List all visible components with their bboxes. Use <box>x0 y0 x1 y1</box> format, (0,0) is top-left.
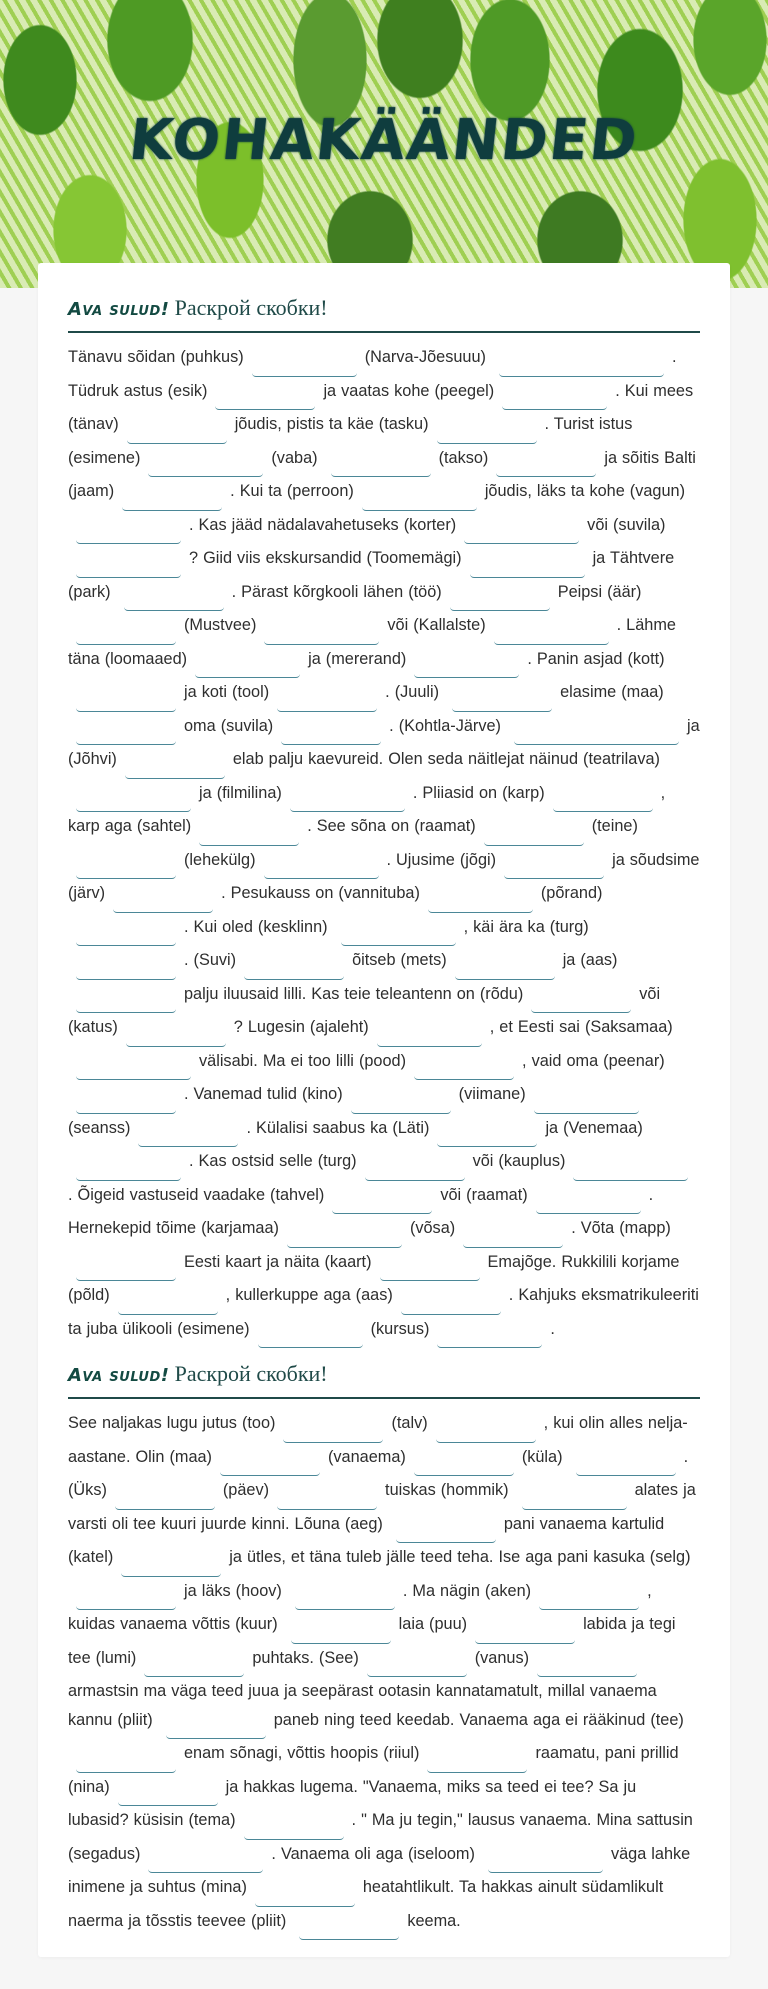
text-segment: või (kauplus) <box>472 1152 566 1170</box>
answer-blank[interactable] <box>499 354 664 377</box>
heading-estonian: Ava sulud! <box>68 1365 170 1386</box>
answer-blank[interactable] <box>553 789 653 812</box>
text-segment: või (raamat) <box>440 1185 528 1204</box>
answer-blank[interactable] <box>76 990 176 1013</box>
text-segment: . Kas ostsid selle (turg) <box>189 1152 357 1170</box>
answer-blank[interactable] <box>367 1654 467 1677</box>
text-segment: tuiskas (hommik) <box>385 1481 509 1499</box>
text-segment: . Pesukauss on (vannituba) <box>221 884 420 902</box>
text-segment: ja ütles, et täna tuleb jälle teed teha. Ise aga pani kasuka (selg) <box>229 1548 691 1566</box>
answer-blank[interactable] <box>494 622 609 645</box>
section-heading <box>68 293 700 333</box>
answer-blank[interactable] <box>531 990 631 1013</box>
page-title: KOHAKÄÄNDED <box>126 108 642 173</box>
answer-blank[interactable] <box>122 488 222 511</box>
answer-blank[interactable] <box>76 1091 176 1114</box>
answer-blank[interactable] <box>380 1258 480 1281</box>
answer-blank[interactable] <box>76 789 191 812</box>
text-segment: . Vanaema oli aga (iseloom) <box>271 1844 475 1863</box>
text-segment: , kui olin alles nelja-aastane. Olin (maa) <box>68 1414 688 1466</box>
answer-blank[interactable] <box>414 1453 514 1476</box>
answer-blank[interactable] <box>464 521 579 544</box>
answer-blank[interactable] <box>220 1453 320 1476</box>
answer-blank[interactable] <box>199 823 299 846</box>
answer-blank[interactable] <box>76 1258 176 1281</box>
answer-blank[interactable] <box>118 1292 218 1315</box>
text-segment: ja (mererand) <box>308 649 407 668</box>
answer-blank[interactable] <box>277 689 377 712</box>
text-segment: raamatu, pani prillid (nina) <box>68 1744 679 1796</box>
text-segment: (vaba) <box>271 448 318 467</box>
answer-blank[interactable] <box>287 1225 402 1248</box>
text-segment: välisabi. Ma ei too lilli (pood) <box>199 1051 407 1070</box>
text-segment: , kuidas vanaema võttis (kuur) <box>68 1581 652 1633</box>
text-segment: elab palju kaevureid. Olen seda näitlejat näinud (teatrilava) <box>232 750 660 768</box>
exercise-section-1 <box>68 293 700 1348</box>
text-segment: õitseb (mets) <box>352 951 447 969</box>
answer-blank[interactable] <box>127 421 227 444</box>
answer-blank[interactable] <box>125 756 225 779</box>
answer-blank[interactable] <box>195 655 300 678</box>
text-segment: . Pärast kõrgkooli lähen (töö) <box>231 582 442 601</box>
answer-blank[interactable] <box>215 387 315 410</box>
text-segment: (küla) <box>521 1447 563 1466</box>
answer-blank[interactable] <box>414 1057 514 1080</box>
text-segment: . Tüdruk astus (esik) <box>68 348 677 400</box>
text-segment: jõudis, pistis ta käe (tasku) <box>234 415 429 433</box>
answer-blank[interactable] <box>76 722 176 745</box>
answer-blank[interactable] <box>332 1191 432 1214</box>
answer-blank[interactable] <box>401 1292 501 1315</box>
text-segment: (Narva-Jõesuuu) <box>364 348 486 366</box>
answer-blank[interactable] <box>484 823 584 846</box>
answer-blank[interactable] <box>115 1487 215 1510</box>
text-segment: . Vanemad tulid (kino) <box>184 1085 343 1103</box>
text-segment: jõudis, läks ta kohe (vagun) <box>484 482 686 500</box>
text-segment: See naljakas lugu jutus (too) <box>68 1414 276 1432</box>
answer-blank[interactable] <box>76 957 176 980</box>
text-segment: . (Suvi) <box>184 951 237 969</box>
answer-blank[interactable] <box>522 1487 627 1510</box>
text-segment: paneb ning teed keedab. Vanaema aga ei rääkinud (tee) <box>273 1710 684 1729</box>
text-segment: või (Kallalste) <box>387 616 486 634</box>
answer-blank[interactable] <box>295 1587 395 1610</box>
text-segment: väga lahke inimene ja suhtus (mina) <box>68 1844 691 1896</box>
answer-blank[interactable] <box>362 488 477 511</box>
text-segment: või (suvila) <box>587 515 666 534</box>
answer-blank[interactable] <box>341 923 456 946</box>
answer-blank[interactable] <box>427 1750 527 1773</box>
text-segment: . Õigeid vastuseid vaadake (tahvel) <box>68 1185 325 1204</box>
answer-blank[interactable] <box>76 555 181 578</box>
text-segment: , kullerkuppe aga (aas) <box>225 1286 393 1304</box>
answer-blank[interactable] <box>463 1225 563 1248</box>
text-segment: alates ja varsti oli tee kuuri juurde kinni. Lõuna (aeg) <box>68 1481 696 1533</box>
text-segment: (viimane) <box>458 1085 526 1103</box>
answer-blank[interactable] <box>76 622 176 645</box>
text-segment: . Ma nägin (aken) <box>402 1581 532 1600</box>
text-segment: ja vaatas kohe (peegel) <box>323 381 495 400</box>
text-segment: (Mustvee) <box>184 616 257 634</box>
answer-blank[interactable] <box>281 722 381 745</box>
text-segment: . (Juuli) <box>385 683 440 701</box>
answer-blank[interactable] <box>76 923 176 946</box>
answer-blank[interactable] <box>504 856 604 879</box>
answer-blank[interactable] <box>331 454 431 477</box>
answer-blank[interactable] <box>76 1587 176 1610</box>
answer-blank[interactable] <box>377 1024 482 1047</box>
text-segment: . Võta (mapp) <box>571 1219 671 1237</box>
answer-blank[interactable] <box>299 1917 399 1940</box>
text-segment: ja sõitis Balti (jaam) <box>68 448 696 500</box>
answer-blank[interactable] <box>244 1817 344 1840</box>
answer-blank[interactable] <box>121 1554 221 1577</box>
text-segment: ja (filmilina) <box>199 783 282 802</box>
text-segment: . See sõna on (raamat) <box>307 817 476 835</box>
text-segment: ja hakkas lugema. "Vanaema, miks sa teed ei tee? Sa ju lubasid? küsisin (tema) <box>68 1777 637 1829</box>
text-segment: oma (suvila) <box>184 716 274 735</box>
text-segment: ja Tähtvere (park) <box>68 549 675 601</box>
answer-blank[interactable] <box>436 1420 536 1443</box>
text-segment: . <box>550 1319 555 1338</box>
text-segment: (kursus) <box>370 1319 430 1338</box>
answer-blank[interactable] <box>534 1091 639 1114</box>
answer-blank[interactable] <box>428 890 533 913</box>
answer-blank[interactable] <box>414 655 519 678</box>
answer-blank[interactable] <box>76 689 176 712</box>
text-segment: või (katus) <box>68 984 661 1036</box>
answer-blank[interactable] <box>148 1850 263 1873</box>
header-banner <box>0 0 768 288</box>
text-segment: . (Kohtla-Järve) <box>389 716 501 735</box>
text-segment: . Külalisi saabus ka (Läti) <box>246 1118 430 1137</box>
text-segment: . Kui oled (kesklinn) <box>184 917 328 936</box>
text-segment: , käi ära ka (turg) <box>463 917 589 936</box>
text-segment: ? Lugesin (ajaleht) <box>233 1018 369 1036</box>
answer-blank[interactable] <box>76 521 181 544</box>
text-segment: (vanaema) <box>327 1447 406 1466</box>
answer-blank[interactable] <box>113 890 213 913</box>
text-segment: . Turist istus (esimene) <box>68 415 633 467</box>
text-segment: . Kahjuks eksmatrikuleeriti ta juba ülikooli (esimene) <box>68 1286 699 1338</box>
answer-blank[interactable] <box>437 1124 537 1147</box>
answer-blank[interactable] <box>475 1621 575 1644</box>
text-segment: heatahtlikult. Ta hakkas ainult südamlikult naerma ja tõsstis teevee (pliit) <box>68 1878 664 1930</box>
text-segment: , vaid oma (peenar) <box>522 1051 665 1070</box>
answer-blank[interactable] <box>488 1850 603 1873</box>
answer-blank[interactable] <box>539 1587 639 1610</box>
answer-blank[interactable] <box>283 1420 383 1443</box>
answer-blank[interactable] <box>118 1783 218 1806</box>
answer-blank[interactable] <box>536 1191 641 1214</box>
answer-blank[interactable] <box>124 588 224 611</box>
text-segment: puhtaks. (See) <box>252 1648 359 1667</box>
answer-blank[interactable] <box>537 1654 637 1677</box>
answer-blank[interactable] <box>264 622 379 645</box>
answer-blank[interactable] <box>291 1621 391 1644</box>
text-segment: . Hernekepid tõime (karjamaa) <box>68 1185 654 1237</box>
text-segment: ja läks (hoov) <box>184 1581 282 1600</box>
text-segment: elasime (maa) <box>560 683 664 701</box>
text-segment: Emajõge. Rukkilili korjame (põld) <box>68 1252 680 1304</box>
text-segment: pani vanaema kartulid (katel) <box>68 1514 665 1566</box>
answer-blank[interactable] <box>244 957 344 980</box>
text-segment: . Kas jääd nädalavahetuseks (korter) <box>189 515 457 534</box>
text-segment: (vanus) <box>474 1648 530 1667</box>
answer-blank[interactable] <box>76 856 176 879</box>
text-segment: Eesti kaart ja näita (kaart) <box>184 1252 372 1271</box>
text-segment: , karp aga (sahtel) <box>68 783 666 835</box>
text-segment: Peipsi (äär) <box>557 582 642 601</box>
answer-blank[interactable] <box>365 1158 465 1181</box>
text-segment: (päev) <box>222 1481 270 1499</box>
answer-blank[interactable] <box>264 856 379 879</box>
text-segment: . Lähme täna (loomaaed) <box>68 616 676 668</box>
exercise-section-2 <box>68 1359 700 1940</box>
text-segment: ja koti (tool) <box>184 683 270 701</box>
text-segment: (teine) <box>591 817 638 835</box>
text-segment: ? Giid viis ekskursandid (Toomemägi) <box>189 549 462 567</box>
text-segment: laia (puu) <box>398 1615 468 1633</box>
text-segment: . Kui ta (perroon) <box>230 482 354 500</box>
answer-blank[interactable] <box>76 1750 176 1773</box>
text-segment: . " Ma ju tegin," lausus vanaema. Mina sattusin (segadus) <box>68 1811 693 1863</box>
answer-blank[interactable] <box>138 1124 238 1147</box>
text-segment: labida ja tegi tee (lumi) <box>68 1615 676 1667</box>
answer-blank[interactable] <box>470 555 585 578</box>
answer-blank[interactable] <box>437 421 537 444</box>
answer-blank[interactable] <box>455 957 555 980</box>
text-segment: . (Üks) <box>68 1447 689 1499</box>
heading-estonian: Ava sulud! <box>68 299 170 320</box>
answer-blank[interactable] <box>514 722 679 745</box>
answer-blank[interactable] <box>76 1057 191 1080</box>
text-segment: . Ujusime (jõgi) <box>386 850 497 869</box>
answer-blank[interactable] <box>576 1453 676 1476</box>
worksheet-card <box>38 263 730 1957</box>
answer-blank[interactable] <box>573 1158 688 1181</box>
answer-blank[interactable] <box>396 1520 496 1543</box>
answer-blank[interactable] <box>76 1158 181 1181</box>
answer-blank[interactable] <box>277 1487 377 1510</box>
answer-blank[interactable] <box>452 689 552 712</box>
text-segment: . Panin asjad (kott) <box>527 649 665 668</box>
text-segment: keema. <box>407 1911 461 1930</box>
text-segment: (takso) <box>438 448 489 467</box>
text-segment: ja (Jõhvi) <box>68 716 700 768</box>
answer-blank[interactable] <box>502 387 607 410</box>
text-segment: . Pliiasid on (karp) <box>412 783 545 802</box>
heading-russian: Раскрой скобки! <box>174 1361 328 1386</box>
text-segment: (lehekülg) <box>184 850 256 869</box>
answer-blank[interactable] <box>496 454 596 477</box>
text-segment: palju iluusaid lilli. Kas teie teleantenn on (rõdu) <box>184 984 524 1003</box>
answer-blank[interactable] <box>258 1325 363 1348</box>
text-segment: ja (Venemaa) <box>545 1118 643 1137</box>
text-segment: Tänavu sõidan (puhkus) <box>68 348 244 366</box>
answer-blank[interactable] <box>252 354 357 377</box>
text-segment: (talv) <box>391 1414 428 1432</box>
answer-blank[interactable] <box>437 1325 542 1348</box>
answer-blank[interactable] <box>290 789 405 812</box>
text-segment: ja sõudsime (järv) <box>68 850 700 902</box>
text-segment: armastsin ma väga teed juua ja seepärast ootasin kannatamatult, millal vanaema kannu (pliit) <box>68 1682 657 1729</box>
text-segment: (põrand) <box>540 884 603 902</box>
text-segment: enam sõnagi, võttis hoopis (riiul) <box>184 1744 420 1762</box>
exercise-text <box>68 1409 700 1940</box>
answer-blank[interactable] <box>126 1024 226 1047</box>
exercise-text <box>68 343 700 1348</box>
text-segment: , et Eesti sai (Saksamaa) <box>489 1018 673 1036</box>
section-heading <box>68 1359 700 1399</box>
answer-blank[interactable] <box>450 588 550 611</box>
answer-blank[interactable] <box>166 1716 266 1739</box>
text-segment: ja (aas) <box>562 951 618 969</box>
answer-blank[interactable] <box>144 1654 244 1677</box>
text-segment: . Kui mees (tänav) <box>68 381 694 433</box>
heading-russian: Раскрой скобки! <box>174 295 328 320</box>
answer-blank[interactable] <box>351 1091 451 1114</box>
text-segment: (seanss) <box>68 1118 131 1137</box>
text-segment: (võsa) <box>409 1219 456 1237</box>
answer-blank[interactable] <box>255 1884 355 1907</box>
answer-blank[interactable] <box>148 454 263 477</box>
